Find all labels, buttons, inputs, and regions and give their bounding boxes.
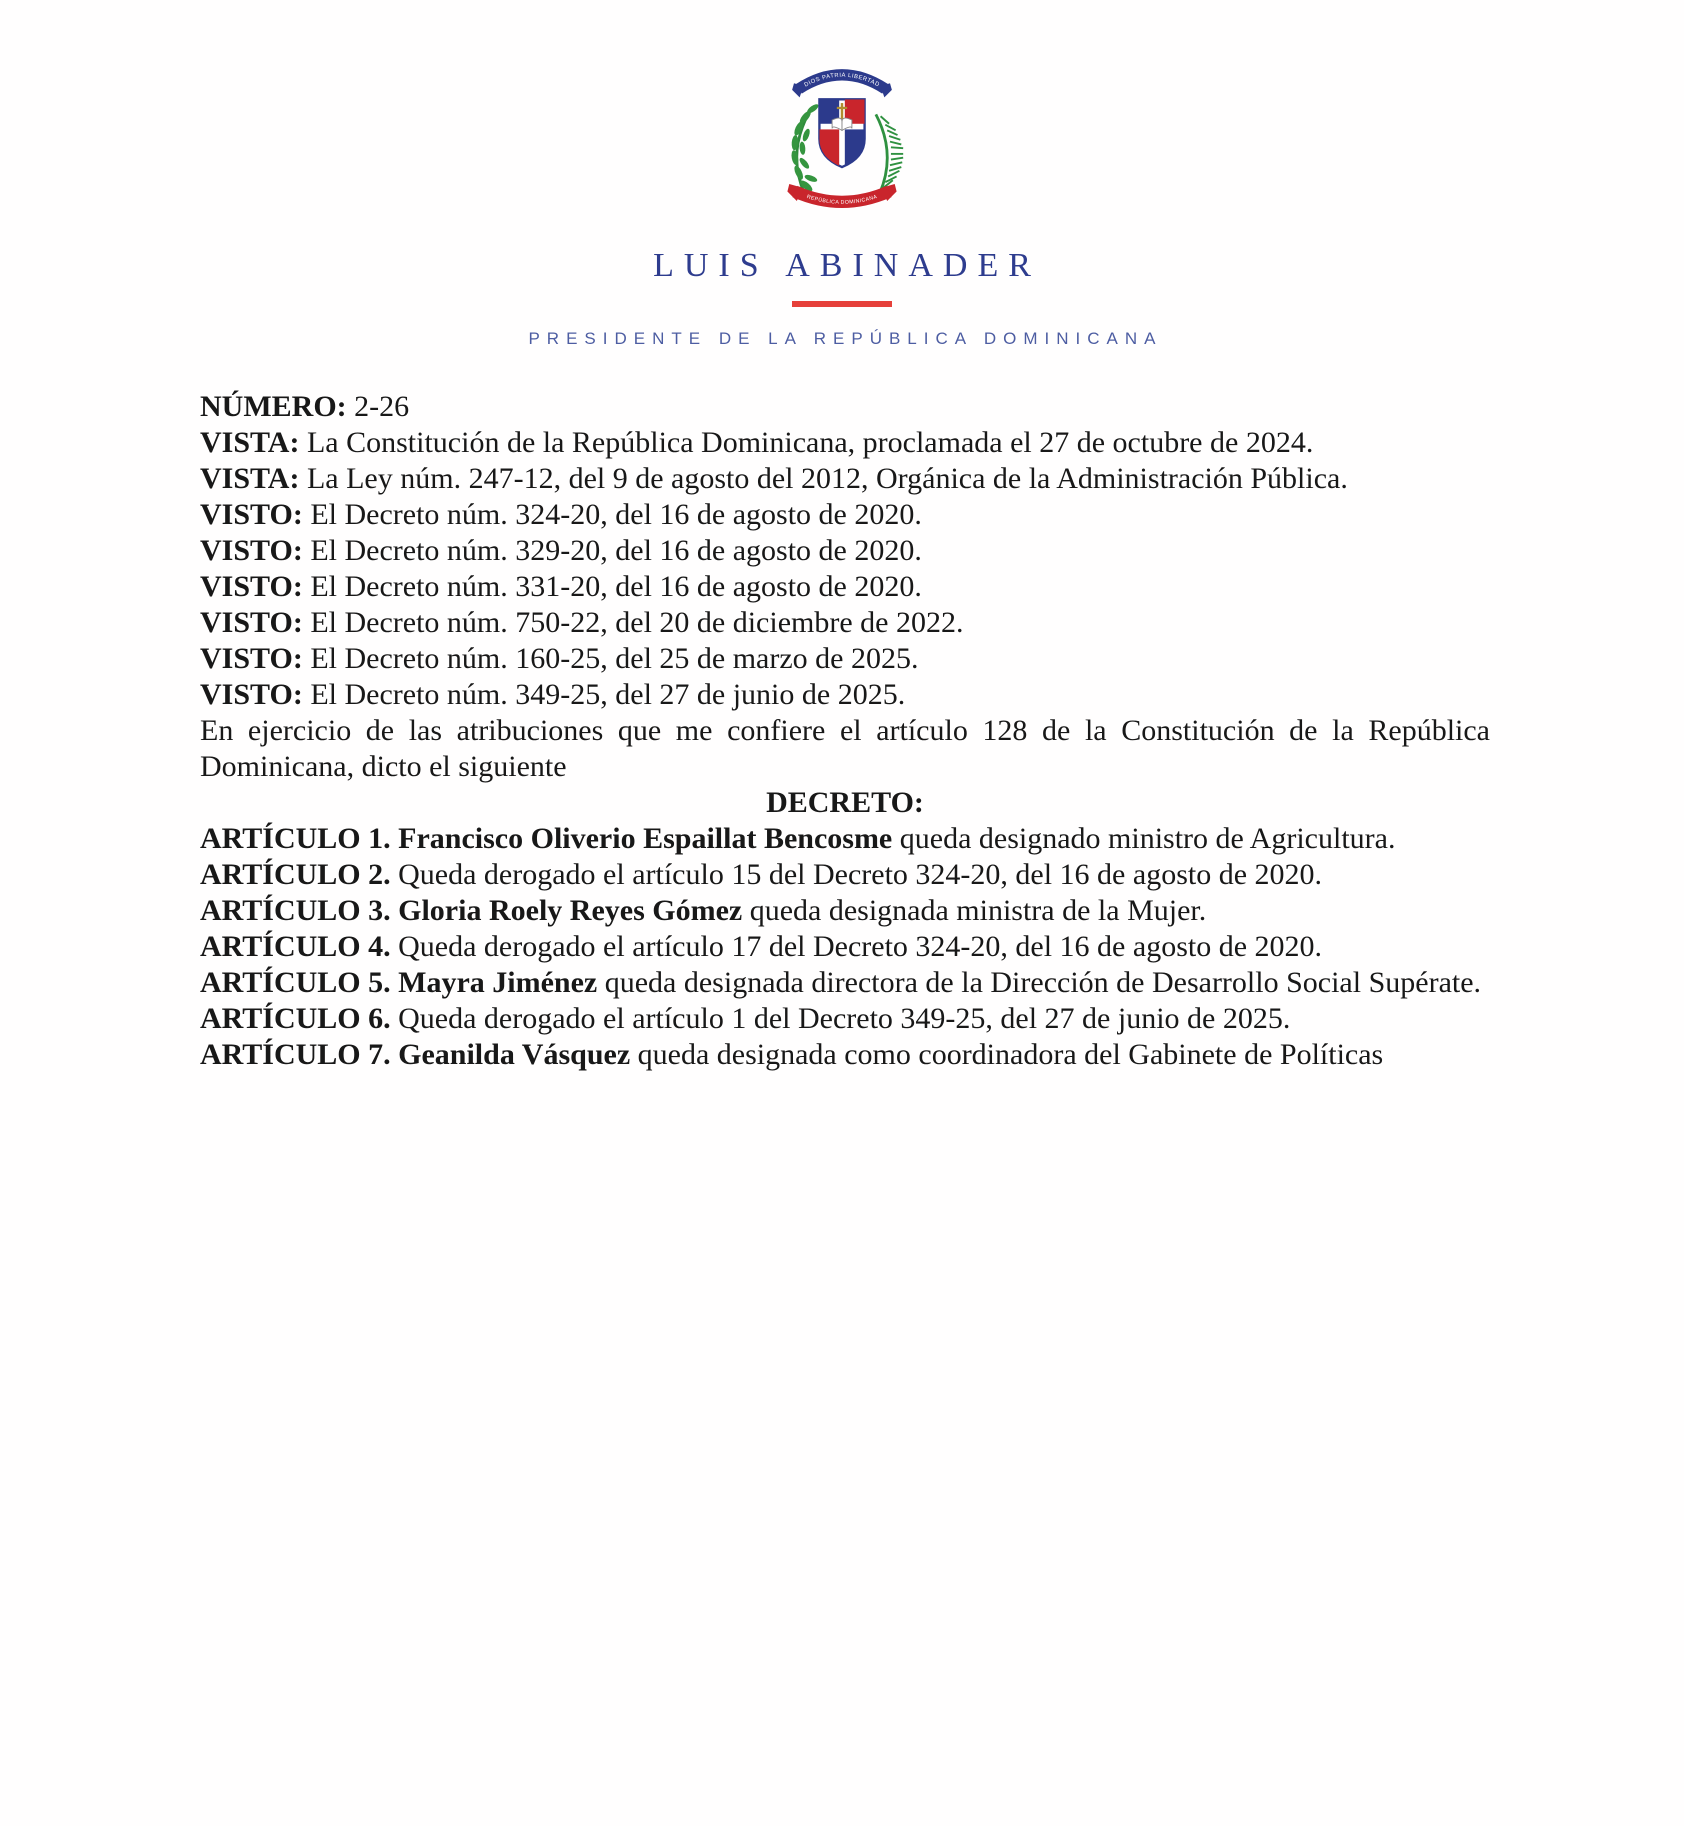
preamble: En ejercicio de las atribuciones que me confiere el artículo 128 de la Constitución de la República Dominicana, dicto el siguiente (200, 714, 1490, 783)
numero-label: NÚMERO: (200, 390, 347, 423)
consideration-line (200, 641, 1490, 677)
consideration-line (200, 569, 1490, 605)
consideration-line (200, 533, 1490, 569)
coat-of-arms (766, 56, 918, 216)
consideration-text: El Decreto núm. 324-20, del 16 de agosto de 2020. (310, 498, 922, 531)
article-designee: Francisco Oliverio Espaillat Bencosme (398, 822, 893, 855)
consideration-text: El Decreto núm. 349-25, del 27 de junio de 2025. (310, 678, 906, 711)
consideration-label: VISTA: (200, 462, 300, 495)
palm-branch (876, 114, 903, 193)
article-label: ARTÍCULO 3. (200, 894, 391, 927)
bottom-motto: REPÚBLICA DOMINICANA (805, 194, 879, 206)
article-label: ARTÍCULO 6. (200, 1002, 391, 1035)
consideration-label: VISTO: (200, 570, 303, 603)
consideration-text: La Constitución de la República Dominicana, proclamada el 27 de octubre de 2024. (306, 426, 1314, 459)
numero-line (200, 389, 1490, 425)
article-paragraph (200, 893, 1490, 929)
consideration-text: El Decreto núm. 329-20, del 16 de agosto de 2020. (310, 534, 922, 567)
consideration-line (200, 677, 1490, 713)
article-paragraph (200, 1001, 1490, 1037)
article-text: Queda derogado el artículo 15 del Decreto 324-20, del 16 de agosto de 2020. (398, 858, 1323, 891)
top-motto: DIOS PATRIA LIBERTAD (803, 72, 881, 89)
document-header (0, 0, 1684, 349)
article-text: Queda derogado el artículo 1 del Decreto 349-25, del 27 de junio de 2025. (398, 1002, 1291, 1035)
article-label: ARTÍCULO 2. (200, 858, 391, 891)
article-text: queda designada directora de la Dirección de Desarrollo Social Supérate. (604, 966, 1482, 999)
consideration-line (200, 425, 1490, 461)
consideration-line (200, 497, 1490, 533)
article-designee: Geanilda Vásquez (398, 1038, 631, 1071)
article-label: ARTÍCULO 7. (200, 1038, 391, 1071)
shield (819, 99, 864, 169)
article-paragraph (200, 929, 1490, 965)
article-text: queda designado ministro de Agricultura. (899, 822, 1396, 855)
consideration-label: VISTO: (200, 642, 303, 675)
top-ribbon (792, 73, 892, 98)
consideration-line (200, 605, 1490, 641)
article-paragraph (200, 857, 1490, 893)
consideration-label: VISTO: (200, 678, 303, 711)
article-text: queda designada ministra de la Mujer. (749, 894, 1207, 927)
article-paragraph (200, 965, 1490, 1001)
article-paragraph (200, 821, 1490, 857)
consideration-label: VISTA: (200, 426, 300, 459)
consideration-label: VISTO: (200, 498, 303, 531)
consideration-label: VISTO: (200, 534, 303, 567)
consideration-label: VISTO: (200, 606, 303, 639)
president-title: PRESIDENTE DE LA REPÚBLICA DOMINICANA (528, 329, 1163, 348)
article-paragraph (200, 1037, 1490, 1073)
consideration-line (200, 461, 1490, 497)
decree-heading: DECRETO: (766, 786, 924, 819)
article-label: ARTÍCULO 1. (200, 822, 391, 855)
consideration-text: El Decreto núm. 331-20, del 16 de agosto de 2020. (310, 570, 922, 603)
laurel-branch (790, 103, 819, 194)
article-designee: Gloria Roely Reyes Gómez (398, 894, 743, 927)
consideration-text: La Ley núm. 247-12, del 9 de agosto del 2012, Orgánica de la Administración Pública. (306, 462, 1348, 495)
president-name: LUIS ABINADER (653, 247, 1041, 284)
consideration-text: El Decreto núm. 160-25, del 25 de marzo de 2025. (310, 642, 919, 675)
document-body (200, 389, 1490, 1073)
article-label: ARTÍCULO 5. (200, 966, 391, 999)
coat-of-arms-icon (766, 56, 918, 216)
red-underline (792, 301, 892, 307)
consideration-text: El Decreto núm. 750-22, del 20 de diciembre de 2022. (310, 606, 964, 639)
article-designee: Mayra Jiménez (398, 966, 598, 999)
article-text: Queda derogado el artículo 17 del Decreto 324-20, del 16 de agosto de 2020. (398, 930, 1323, 963)
article-label: ARTÍCULO 4. (200, 930, 391, 963)
article-text: queda designada como coordinadora del Gabinete de Políticas (637, 1038, 1384, 1071)
numero-value: 2-26 (354, 390, 410, 423)
